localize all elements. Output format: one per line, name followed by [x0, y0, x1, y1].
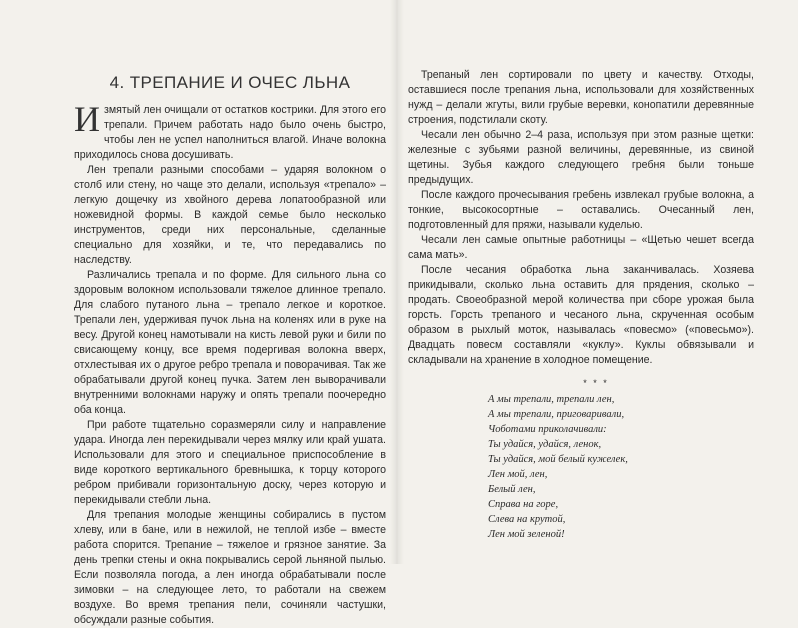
paragraph-9: Чесали лен самые опытные работницы – «Щетью чешет всегда сама мать».	[408, 234, 754, 261]
paragraph-4: При работе тщательно соразмеряли силу и направление удара. Иногда лен перекидывали через мялку или край ушата. Использовали для этого и специальное приспособление в виде короткого вертикального бревнышка, к торцу которого ребром прибивали горизонтальную доску, через которую и перекидывали стебли льна.	[74, 419, 386, 506]
poem-line: Лен мой зеленой!	[488, 529, 565, 540]
left-page	[0, 0, 396, 626]
poem-line: Справа на горе,	[488, 499, 559, 510]
section-title: 4. ТРЕПАНИЕ И ОЧЕС ЛЬНА	[109, 73, 351, 92]
poem-line: Ты удайся, мой белый кужелек,	[488, 454, 628, 465]
paragraph-1-text: змятый лен очищали от остатков кострики. Для этого его трепали. Причем работать надо было очень быстро, чтобы лен не успел наполниться влагой. Иначе волокна приходилось снова досушивать.	[74, 104, 386, 161]
poem-line: Белый лен,	[488, 484, 536, 495]
paragraph-3: Различались трепала и по форме. Для сильного льна со здоровым волокном использовали тяжелое длинное трепало. Для слабого путаного льна – трепало легкое и короткое. Трепали лен, удерживая пучок льна на коленях или в руке на весу. Другой конец намотывали на кисть левой руки и били по свисающему концу, все время подергивая волокна вверх, отхлестывая их о другое ребро трепала и поворачивая. Так же обрабатывали другой конец пучка. Затем лен выворачивали внутренними волокнами наружу и опять трепали поочередно оба конца.	[74, 269, 386, 416]
poem-line: Ты удайся, удайся, ленок,	[488, 439, 602, 450]
right-page	[398, 0, 798, 564]
paragraph-5: Для трепания молодые женщины собирались в пустом хлеву, или в бане, или в нежилой, не теплой избе – вместе работа спорится. Трепание – тяжелое и грязное занятие. За день трепки стены и окна покрывались серой льняной пылью. Если позволяла погода, а лен иногда обрабатывали после зимовки – на следующее лето, то работали на свежем воздухе. Во время трепания пели, сочиняли частушки, обсуждали разные события.	[74, 509, 386, 626]
paragraph-6: Трепаный лен сортировали по цвету и качеству. Отходы, оставшиеся после трепания льна, использовали для хозяйственных нужд – делали жгуты, вили грубые веревки, конопатили деревянные строения, подстилали скоту.	[408, 69, 754, 126]
paragraph-8: После каждого прочесывания гребень извлекал грубые волокна, а тонкие, высокосортные – оставались. Очесанный лен, подготовленный для пряжи, называли куделью.	[408, 189, 754, 231]
stars-divider: * * *	[583, 378, 609, 388]
paragraph-2: Лен трепали разными способами – ударяя волокном о столб или стену, но чаще это делали, используя «трепало» – легкую дощечку из хвойного дерева лопатообразной или ножевидной формы. В каждой семье было несколько инструментов, среди них персональные, сделанные специально для хозяйки, и те, что передавались по наследству.	[74, 164, 386, 266]
drop-cap: И	[74, 99, 100, 139]
poem	[488, 392, 754, 542]
paragraph-7: Чесали лен обычно 2–4 раза, используя при этом разные щетки: железные с зубьями разной величины, деревянные, из свиной щетины. Зубья каждого следующего гребня были тоньше предыдущих.	[408, 129, 754, 186]
paragraph-1	[74, 99, 386, 163]
poem-line: Лен мой, лен,	[488, 469, 548, 480]
poem-line: А мы трепали, трепали лен,	[488, 394, 615, 405]
paragraph-10: После чесания обработка льна заканчивалась. Хозяева прикидывали, сколько льна оставить для прядения, сколько – продать. Своеобразной мерой количества при сборе урожая была горсть. Горсть трепаного и чесаного льна, скрученная особым образом в рыхлый моток, называлась «повесмо» («повесьмо»). Двадцать повесм составляли «куклу». Куклы обвязывали и складывали на хранение в холодное помещение.	[408, 264, 754, 366]
poem-line: А мы трепали, приговаривали,	[488, 409, 625, 420]
poem-line: Слева на крутой,	[488, 514, 566, 525]
poem-line: Чоботами приколачивали:	[488, 424, 607, 435]
